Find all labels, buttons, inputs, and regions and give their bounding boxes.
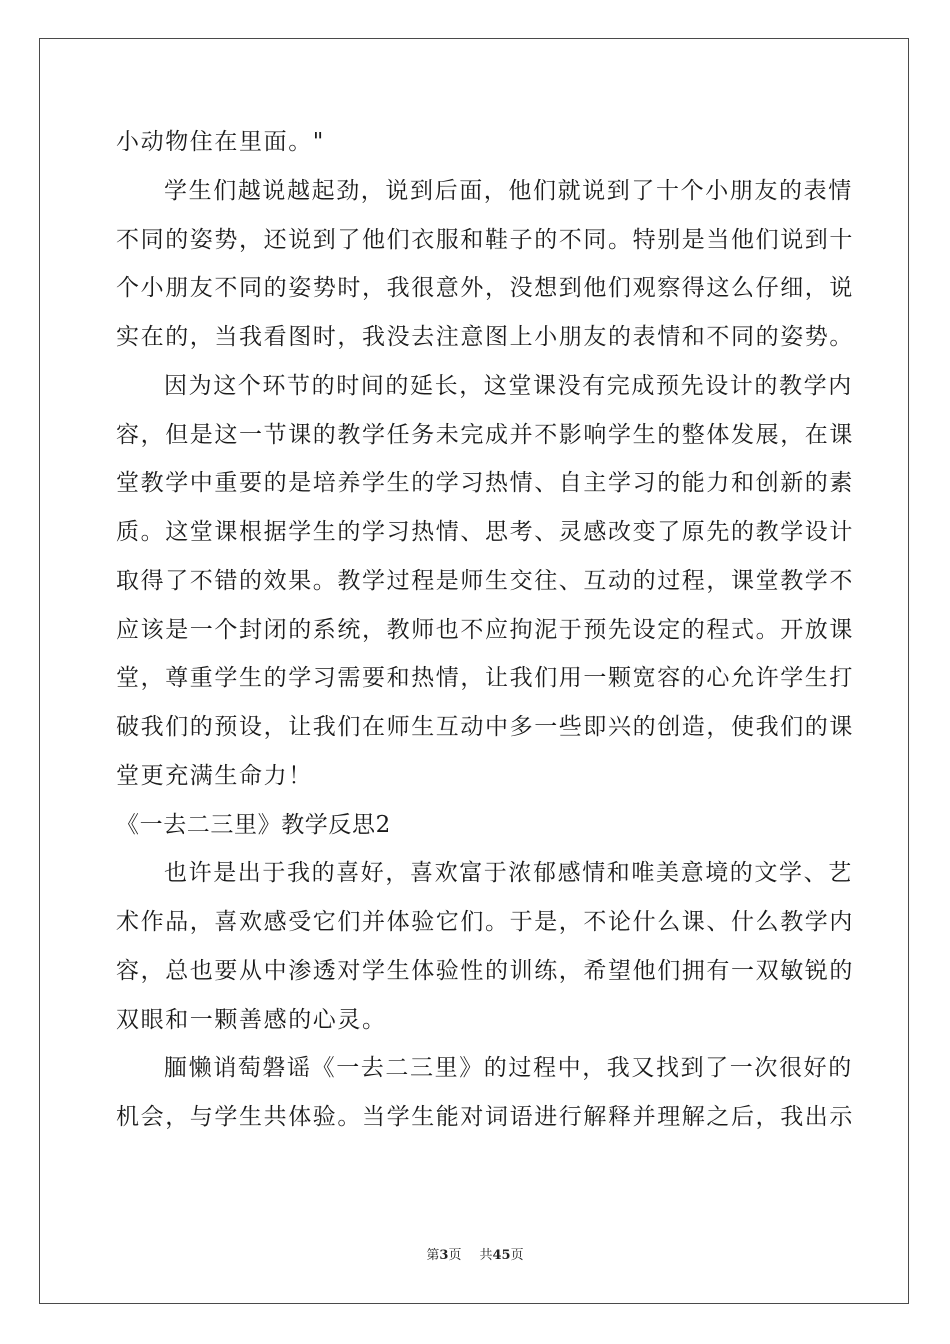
- paragraph-start: 也许是出于我的喜好，喜欢富于浓郁感情和唯美意境的文学、艺: [164, 860, 853, 887]
- text-line: 取得了不错的效果。教学过程是师生交往、互动的过程，课堂教学不: [116, 567, 854, 594]
- document-body: [116, 118, 854, 1142]
- total-pages: 45: [492, 1248, 511, 1263]
- paragraph-start: 学生们越说越起劲，说到后面，他们就说到了十个小朋友的表情: [164, 177, 853, 204]
- paragraph-start: 腼懒诮萄磐谣《一去二三里》的过程中，我又找到了一次很好的: [164, 1055, 853, 1082]
- paragraph-start: 因为这个环节的时间的延长，这堂课没有完成预先设计的教学内: [164, 372, 853, 399]
- text-line: 容，但是这一节课的教学任务未完成并不影响学生的整体发展，在课: [116, 421, 854, 448]
- text-line: 实在的，当我看图时，我没去注意图上小朋友的表情和不同的姿势。: [116, 324, 854, 350]
- text-line: 容，总也要从中渗透对学生体验性的训练，希望他们拥有一双敏锐的: [116, 957, 854, 984]
- section-heading: 《一去二三里》教学反思2: [116, 811, 391, 838]
- text-line: 个小朋友不同的姿势时，我很意外，没想到他们观察得这么仔细，说: [116, 275, 854, 302]
- text-line: 堂教学中重要的是培养学生的学习热情、自主学习的能力和创新的素: [116, 470, 854, 497]
- text-line: 术作品，喜欢感受它们并体验它们。于是，不论什么课、什么教学内: [116, 909, 854, 935]
- total-suffix: 页: [510, 1248, 524, 1263]
- text-line: 小动物住在里面。": [116, 129, 325, 155]
- text-line: 质。这堂课根据学生的学习热情、思考、灵感改变了原先的教学设计: [116, 519, 854, 545]
- page-footer: [0, 1244, 950, 1263]
- page-number: 3: [439, 1248, 449, 1263]
- text-line: 不同的姿势，还说到了他们衣服和鞋子的不同。特别是当他们说到十: [116, 226, 854, 253]
- text-line: 双眼和一颗善感的心灵。: [116, 1006, 387, 1033]
- total-prefix: 共: [479, 1248, 493, 1263]
- page-suffix: 页: [448, 1248, 462, 1263]
- page-prefix: 第: [426, 1248, 440, 1263]
- text-line: 堂，尊重学生的学习需要和热情，让我们用一颗宽容的心允许学生打: [116, 665, 854, 692]
- text-line: 堂更充满生命力！: [116, 762, 313, 789]
- text-line: 破我们的预设，让我们在师生互动中多一些即兴的创造，使我们的课: [116, 714, 854, 740]
- text-line: 机会，与学生共体验。当学生能对词语进行解释并理解之后，我出示: [116, 1104, 854, 1130]
- text-line: 应该是一个封闭的系统，教师也不应拘泥于预先设定的程式。开放课: [116, 616, 854, 643]
